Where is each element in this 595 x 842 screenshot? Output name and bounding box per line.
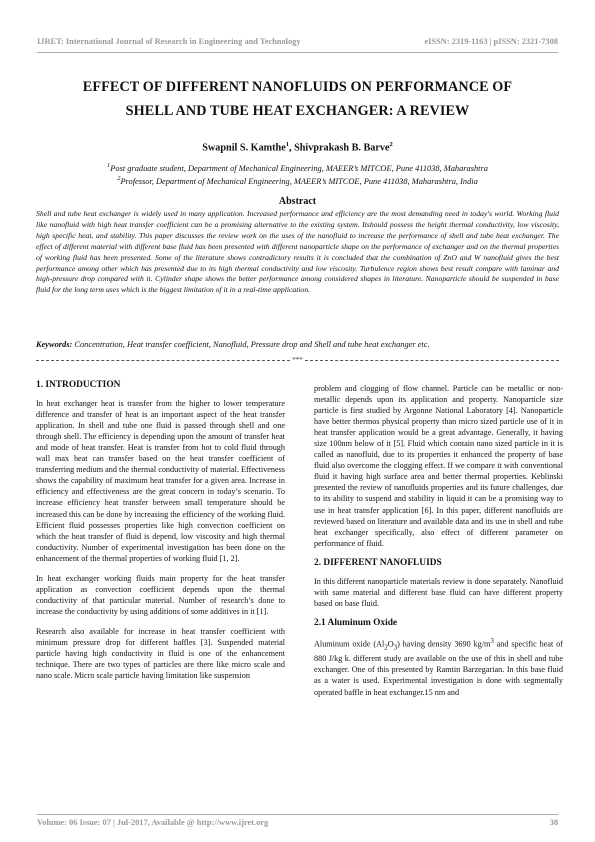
section-2-heading: 2. DIFFERENT NANOFLUIDS [314, 557, 442, 568]
section-1-heading: 1. INTRODUCTION [36, 380, 121, 390]
affiliation-2-text: Professor, Department of Mechanical Engineering, MAEER’s MITCOE, Pune 411038, Maharashtra, India [120, 176, 478, 186]
alumina-text-b: O [387, 639, 394, 649]
running-footer [37, 818, 558, 827]
section-2-1-heading: 2.1 Aluminum Oxide [314, 617, 398, 628]
intro-paragraph-continued: problem and clogging of flow channel. Particle can be metallic or non-metallic depends upon its application and property. Nanoparticle size particle is first studied by Argonne National Laboratory [4]. Nanoparticle have better thermos physical property than micro sized particle use of it in heat transfer application would be a great advantage. Generally, it having size 100nm below of it [5]. Fluid which contain nano sized particle in it is called as nanofluid, due to its properties it enhanced the property of base fluid also overcome the clogging effect. If we compare it with conventional fluid it having high surface area and better thermal properties. Keblinski presented the review of nanofluids properties and its future challenges, due to its ability to suspend and stability in liquid it can be a promising way to use in heat transfer application [6]. In this paper, different nanofluids are reviewed based on literature and available data and its use in shell and tube heat exchanger specifically, also effect of different parameter on performance of fluid. [314, 384, 563, 548]
header-divider [37, 52, 558, 53]
right-column [314, 383, 563, 707]
separator-stars: *** [292, 356, 303, 364]
footer-divider [37, 814, 558, 815]
alumina-text-d: and specific heat of 880 J/kg k. different study are available on the use of this in shell and tube exchanger. One of this presented by Ramtin Barzegarian. In this base fluid as a water is used. Experimental investigation is done with segmentally operated baffle in heat exchanger.15 nm and [314, 639, 563, 697]
author-separator: , [289, 142, 295, 154]
author-list [37, 141, 558, 153]
section-2-1-paragraph [314, 636, 563, 698]
volume-info: Volume: 06 Issue: 07 | Jul-2017, Available @ http://www.ijret.org [37, 818, 269, 827]
intro-paragraph-3: Research also available for increase in heat transfer coefficient with minimum pressure drop for different baffles [3]. Suspended material particle having high conductivity in fluid is one of the enhancement technique. There are two types of particles are there like micro scale and nano scale. Micro scale particle having limitation like suspension [36, 626, 285, 681]
running-header [37, 37, 558, 46]
title-line-1: EFFECT OF DIFFERENT NANOFLUIDS ON PERFORMANCE OF [82, 79, 513, 95]
intro-paragraph-1: In heat exchanger heat is transfer from the higher to lower temperature difference and transfer of heat is an important aspect of the heat transfer application. In shell and tube one fluid is passed through shell and one through shell. The efficiency is depending upon the amount of transfer heat and mode of heat transfer. Heat is transfer from hot to cold fluid through wall max heat can transfer based on the heat transfer coefficient of transferring medium and the thermal conductivity of material. Effectiveness shows the capability of maximum heat transfer for a given area. Increase in efficiency and effectiveness are the great concern in today’s scenario. To increase efficiency heat transfer between small temperature should be increased this can be done by increasing the efficiency of the working fluid. Efficient fluid possesses properties like high convection coefficient on which the heat transfer of fluid is depend, low viscosity and high thermal conductivity. Number of experimental investigation has been done on the enhancement of the thermal properties of working fluid [1, 2]. [36, 399, 285, 563]
page-number: 38 [549, 818, 558, 827]
separator-dash-right [305, 360, 559, 361]
alumina-sub-1: 2 [384, 644, 388, 652]
intro-paragraph-2: In heat exchanger working fluids main property for the heat transfer application as convection coefficient depends upon the thermal conductivity of that particular material. Number of research’s done to increase the conductivity by using additions of some additives in it [1]. [36, 573, 285, 616]
section-separator [36, 356, 559, 364]
affiliation-2-mark: 2 [117, 175, 121, 182]
journal-name: IJRET: International Journal of Research in Engineering and Technology [37, 37, 301, 46]
alumina-text-c: ) having density 3690 kg/m [397, 639, 491, 649]
keywords-label: Keywords: [36, 340, 73, 349]
alumina-sup: 3 [490, 637, 494, 645]
keywords [36, 340, 559, 349]
section-2-paragraph: In this different nanoparticle materials review is done separately. Nanofluid with same material and different base fluid can have different property based on base fluid. [314, 576, 563, 608]
abstract-heading: Abstract [278, 196, 317, 207]
author-1-name: Swapnil S. Kamthe [202, 142, 286, 154]
alumina-sub-2: 3 [393, 644, 398, 652]
separator-dash-left [36, 360, 290, 361]
alumina-text-a: Aluminum oxide (Al [314, 639, 385, 649]
left-column [36, 380, 285, 690]
keywords-text: Concentration, Heat transfer coefficient, Nanofluid, Pressure drop and Shell and tube heat exchanger etc. [72, 340, 430, 349]
affiliation-1-mark: 1 [107, 162, 111, 169]
paper-title [37, 75, 558, 123]
affiliation-2 [37, 175, 558, 186]
abstract-text: Shell and tube heat exchanger is widely used in many application. Increased performance and efficiency are the most demanding need in today's world. Working fluid like nanofluid with high heat transfer coefficient can be a promising alternative to the existing system. Itshould possess the height thermal conductivity, low viscosity, high specific heat, and stability. This paper discusses the review work on the uses of the nanofluid to increase the performance of shell and tube heat exchanger. The effect of different material with different base fluid has been presented with different nanoparticle shape on the performance of exchanger and on the thermal properties of working fluid has been presented. Some of the literature shows contradictory results it is concluded that the combination of ZnO and W nanofluid gives the best performance among other which has presented due to its high thermal conductivity and low viscosity. Turbulence region shows best result compare with laminar and high-pressure drop compared with it. Cylinder shape shows the better performance among considered shapes in literature. Nanoparticle should be suspended in base fluid for the long term uses which is the biggest limitation of it in a real-time application. [36, 209, 559, 295]
issn-info: eISSN: 2319-1163 | pISSN: 2321-7308 [424, 37, 558, 46]
title-line-2: SHELL AND TUBE HEAT EXCHANGER: A REVIEW [125, 103, 470, 119]
affiliation-1-text: Post graduate student, Department of Mechanical Engineering, MAEER’s MITCOE, Pune 411038, Maharashtra [110, 163, 488, 173]
affiliation-1 [37, 162, 558, 173]
author-2-name: Shivprakash B. Barve [294, 142, 390, 154]
author-2-mark: 2 [389, 141, 393, 148]
author-1-mark: 1 [285, 141, 289, 148]
